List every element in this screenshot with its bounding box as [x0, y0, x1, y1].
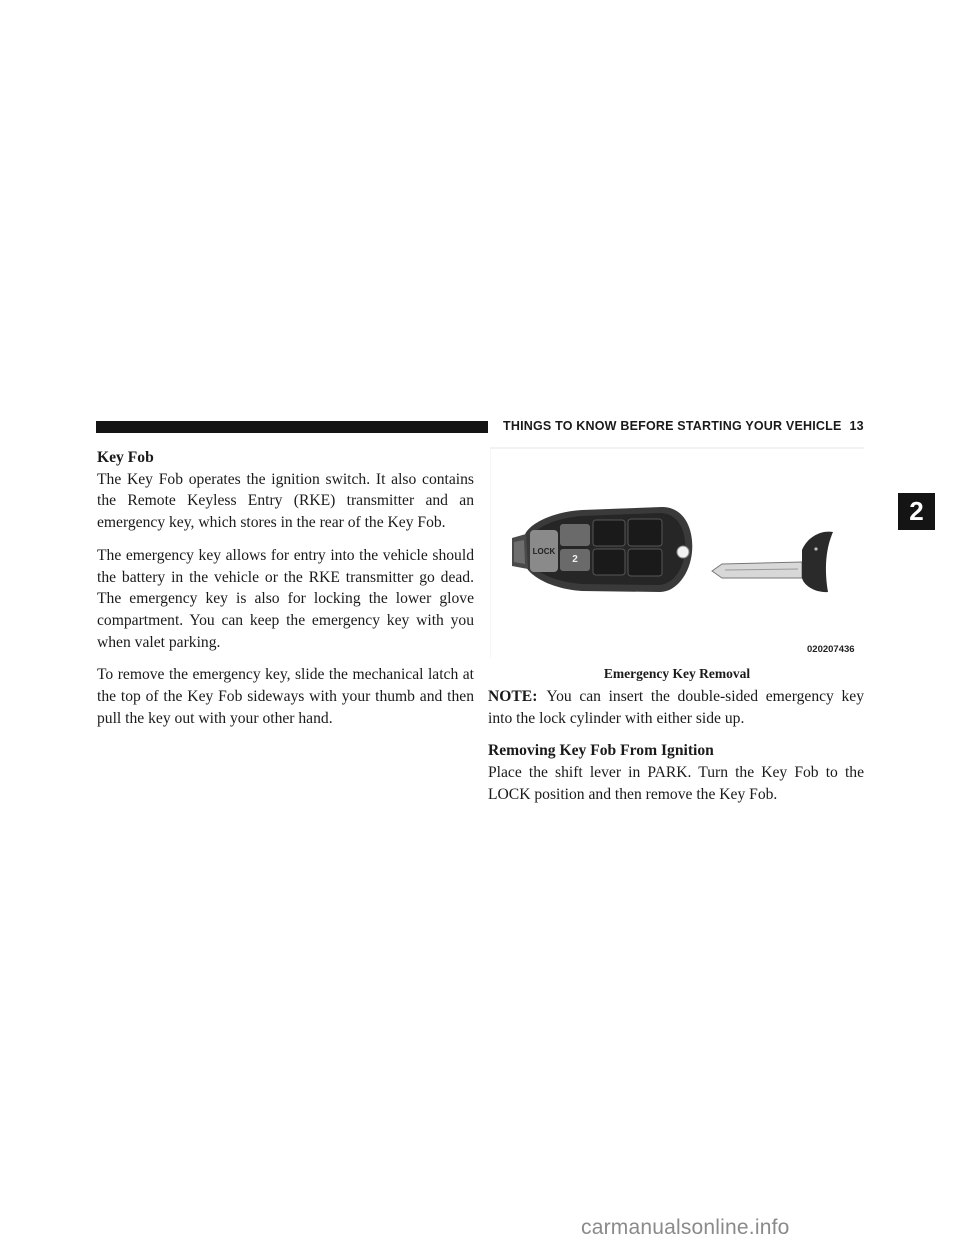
section-heading-removing-key-fob: Removing Key Fob From Ignition	[488, 742, 714, 760]
svg-text:LOCK: LOCK	[532, 547, 556, 556]
watermark-link[interactable]: carmanualsonline.info	[581, 1216, 790, 1239]
paragraph: To remove the emergency key, slide the mechanical latch at the top of the Key Fob sideways with your thumb and then pull the key out with your other hand.	[97, 666, 474, 727]
note-paragraph	[488, 686, 864, 729]
paragraph: Place the shift lever in PARK. Turn the Key Fob to the LOCK position and then remove the Key Fob.	[488, 764, 864, 803]
header-rule	[96, 421, 488, 433]
key-fob-figure	[490, 446, 864, 660]
key-fob-illustration	[490, 446, 864, 660]
note-label: NOTE:	[488, 688, 538, 705]
svg-text:2: 2	[572, 554, 578, 565]
page-number: 13	[849, 419, 864, 433]
running-header	[503, 419, 865, 433]
figure-code: 020207436	[807, 644, 855, 655]
chapter-tab[interactable]: 2	[898, 493, 935, 530]
section-title: THINGS TO KNOW BEFORE STARTING YOUR VEHICLE	[503, 419, 842, 433]
figure-caption: Emergency Key Removal	[603, 666, 751, 681]
note-text: You can insert the double-sided emergency key into the lock cylinder with either side up.	[488, 688, 864, 727]
paragraph: The Key Fob operates the ignition switch. It also contains the Remote Keyless Entry (RKE) transmitter and an emergency key, which stores in the rear of the Key Fob.	[97, 470, 474, 532]
left-column	[97, 447, 474, 740]
section-heading-key-fob: Key Fob	[97, 449, 154, 466]
right-column	[488, 686, 864, 817]
paragraph: The emergency key allows for entry into the vehicle should the battery in the vehicle or the RKE transmitter go dead. The emergency key is also for locking the lower glove compartment. You can keep the emergency key with you when valet parking.	[97, 546, 474, 651]
